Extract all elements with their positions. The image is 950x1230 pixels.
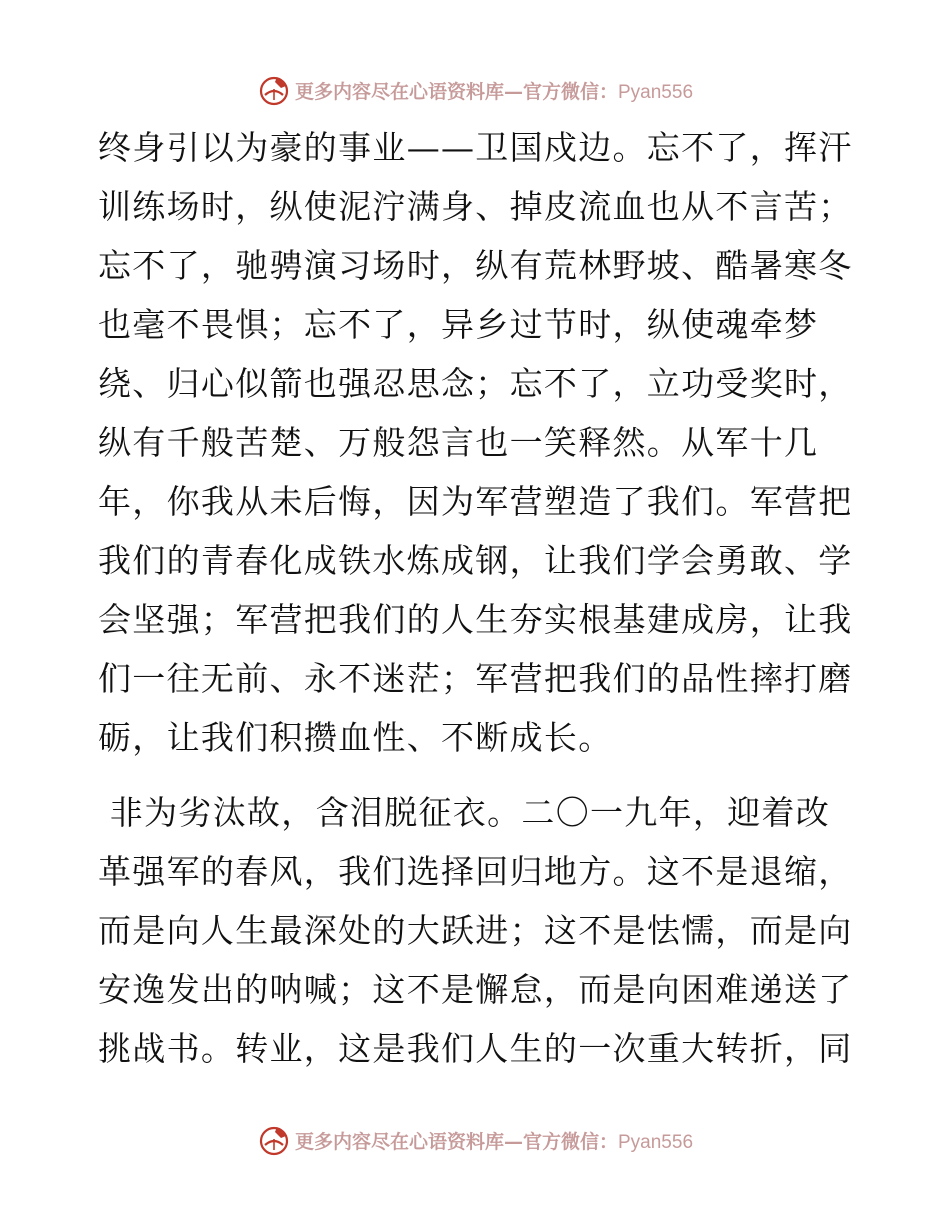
text-line: 绕、归心似箭也强忍思念；忘不了，立功受奖时， <box>98 364 853 403</box>
paragraph-gap <box>98 767 850 783</box>
footer-banner-wechat-label: —官方微信： <box>503 1130 618 1153</box>
footer-banner-main: 更多内容尽在心语资料库 <box>294 1130 504 1153</box>
text-line: 们一往无前、永不迷茫；军营把我们的品性摔打磨 <box>98 659 853 698</box>
text-line: 训练场时，纵使泥泞满身、掉皮流血也从不言苦； <box>98 187 853 226</box>
footer-banner-text <box>295 1127 693 1154</box>
text-line: 也毫不畏惧；忘不了，异乡过节时，纵使魂牵梦 <box>98 305 819 344</box>
header-banner-main: 更多内容尽在心语资料库 <box>294 80 504 103</box>
header-banner-wechat-id: Pyan556 <box>618 81 694 103</box>
document-body <box>98 118 853 1078</box>
header-banner-text <box>295 77 693 104</box>
text-line: 非为劣汰故，含泪脱征衣。二〇一九年，迎着改 <box>98 793 831 832</box>
footer-banner-wechat-id: Pyan556 <box>618 1131 694 1153</box>
book-pen-logo-icon <box>257 73 291 107</box>
text-line: 挑战书。转业，这是我们人生的一次重大转折，同 <box>98 1029 853 1068</box>
book-pen-logo-icon <box>257 1123 291 1157</box>
paragraph-1 <box>98 118 853 767</box>
text-line: 我们的青春化成铁水炼成钢，让我们学会勇敢、学 <box>98 541 853 580</box>
text-line: 纵有千般苦楚、万般怨言也一笑释然。从军十几 <box>98 423 819 462</box>
paragraph-2 <box>98 783 853 1078</box>
text-line: 而是向人生最深处的大跃进；这不是怯懦，而是向 <box>98 911 853 950</box>
header-banner <box>0 70 950 110</box>
footer-banner <box>0 1120 950 1160</box>
text-line: 会坚强；军营把我们的人生夯实根基建成房，让我 <box>98 600 853 639</box>
header-banner-wechat-label: —官方微信： <box>503 80 618 103</box>
text-line: 安逸发出的呐喊；这不是懈怠，而是向困难递送了 <box>98 970 853 1009</box>
text-line: 砺，让我们积攒血性、不断成长。 <box>98 718 613 757</box>
text-line: 革强军的春风，我们选择回归地方。这不是退缩， <box>98 852 853 891</box>
text-line: 年，你我从未后悔，因为军营塑造了我们。军营把 <box>98 482 853 521</box>
text-line: 终身引以为豪的事业——卫国戍边。忘不了，挥汗 <box>98 128 853 167</box>
text-line: 忘不了，驰骋演习场时，纵有荒林野坡、酷暑寒冬 <box>98 246 853 285</box>
